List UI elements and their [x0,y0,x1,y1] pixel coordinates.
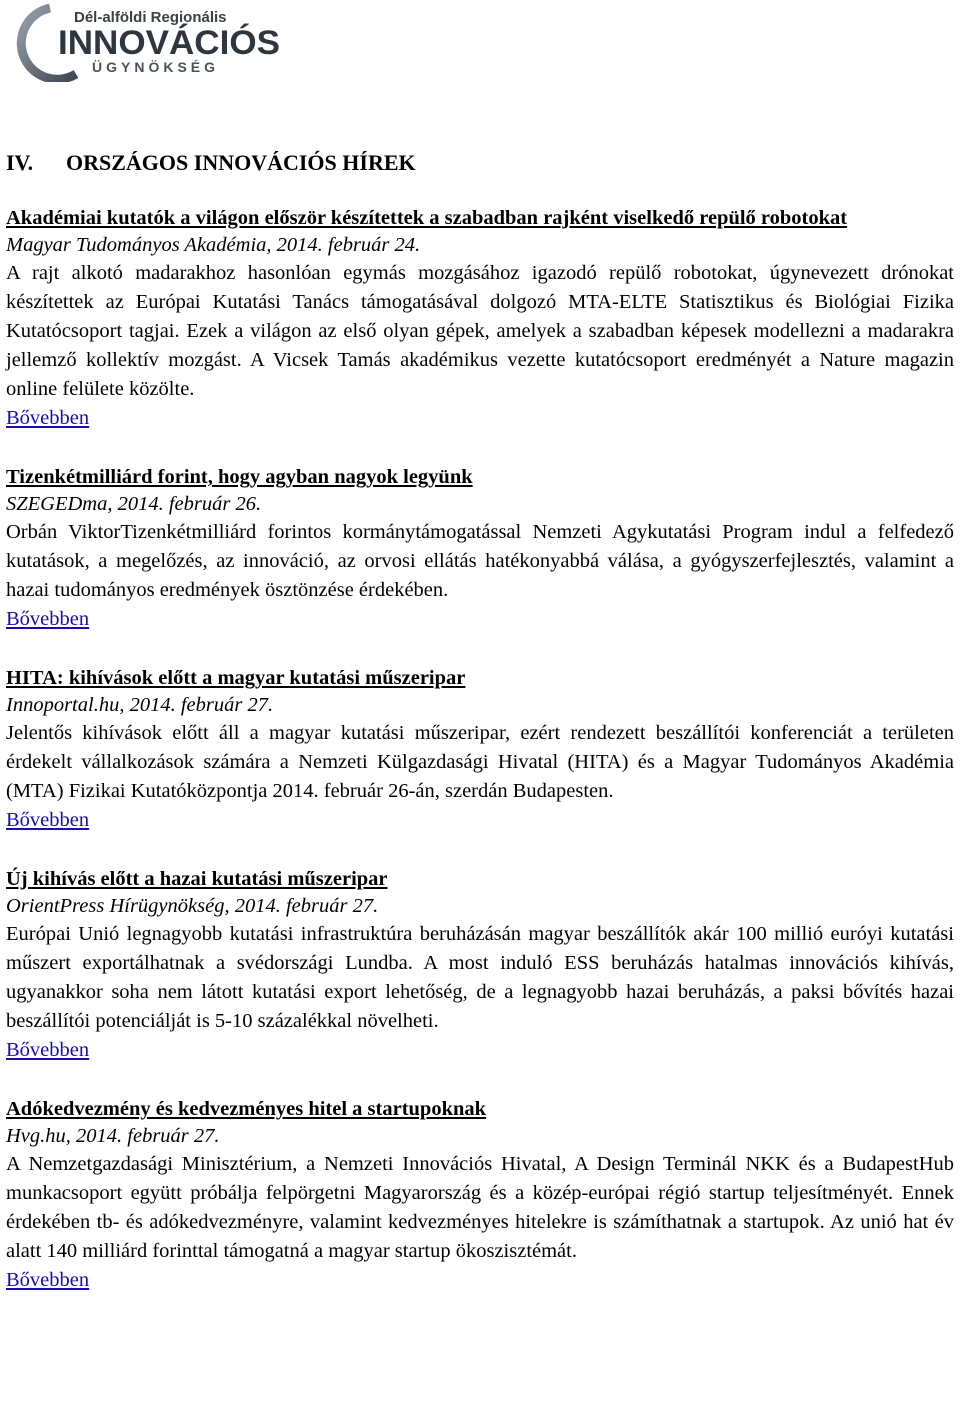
article-body: Jelentős kihívások előtt áll a magyar kutatási műszeripar, ezért rendezett beszállítói konferenciát a területen érdekelt vállalkozások számára a Nemzeti Külgazdasági Hivatal (HITA) és a Magyar Tudományos Akadémia (MTA) Fizikai Kutatóközpontja 2014. február 26-án, szerdán Budapesten. [6,722,954,802]
logo-line2: INNOVÁCIÓS [58,24,280,62]
logo-line1: Dél-alföldi Regionális [74,9,227,26]
article-source: Magyar Tudományos Akadémia, 2014. február 24. [6,234,421,256]
news-article [6,463,954,633]
article-body: Európai Unió legnagyobb kutatási infrastruktúra beruházásán magyar beszállítók akár 100 millió euróyi kutatási műszert exportálhatnak a svédországi Lundba. A most induló ESS beruházás hatalmas innovációs kihívás, ugyanakkor soha nem látott kutatási export lehetőség, de a legnagyobb hazai beruházás, a paksi bővítés hazai beszállítói potenciálját is 5-10 százalékkal növelheti. [6,923,954,1032]
section-number: IV. [6,150,34,175]
article-body: A Nemzetgazdasági Minisztérium, a Nemzeti Innovációs Hivatal, A Design Terminál NKK és a BudapestHub munkacsoport együtt próbálja felpörgetni Magyarország és a közép-európai régió startup teljesítményét. Ennek érdekében tb- és adókedvezményre, valamint kedvezményes hitelekre is számíthatnak a startupok. Az unió hat év alatt 140 milliárd forinttal támogatná a magyar startup ökoszisztémát. [6,1153,954,1262]
agency-logo [6,2,286,82]
news-article [6,664,954,834]
news-article [6,865,954,1064]
section-title: ORSZÁGOS INNOVÁCIÓS HÍREK [66,150,416,175]
article-headline: HITA: kihívások előtt a magyar kutatási műszeripar [6,667,466,689]
article-source: Innoportal.hu, 2014. február 27. [6,694,274,716]
article-headline: Tizenkétmilliárd forint, hogy agyban nagyok legyünk [6,466,473,488]
article-headline: Adókedvezmény és kedvezményes hitel a startupoknak [6,1098,487,1120]
article-headline: Új kihívás előtt a hazai kutatási műszeripar [6,868,388,890]
article-headline: Akadémiai kutatók a világon először készítettek a szabadban rajként viselkedő repülő robotokat [6,207,848,229]
article-source: OrientPress Hírügynökség, 2014. február 27. [6,895,379,917]
section-heading [6,148,954,178]
news-article [6,1095,954,1294]
logo-line3: ÜGYNÖKSÉG [92,59,220,75]
article-source: Hvg.hu, 2014. február 27. [6,1125,220,1147]
read-more-link[interactable]: Bővebben [6,407,90,429]
article-source: SZEGEDma, 2014. február 26. [6,493,262,515]
article-body: A rajt alkotó madarakhoz hasonlóan egymás mozgásához igazodó repülő robotokat, úgynevezett drónokat készítettek az Európai Kutatási Tanács támogatásával dolgozó MTA-ELTE Statisztikus és Biológiai Fizika Kutatócsoport tagjai. Ezek a világon az első olyan gépek, amelyek a szabadban képesek modellezni a madarakra jellemző kollektív mozgást. A Vicsek Tamás akadémikus vezette kutatócsoport eredményét a Nature magazin online felülete közölte. [6,262,954,400]
article-body: Orbán ViktorTizenkétmilliárd forintos kormánytámogatással Nemzeti Agykutatási Program indul a felfedező kutatások, a megelőzés, az innováció, az orvosi ellátás hatékonyabbá válása, a gyógyszerfejlesztés, valamint a hazai tudományos eredmények ösztönzése érdekében. [6,521,954,601]
news-article [6,204,954,432]
news-content [6,148,954,1325]
read-more-link[interactable]: Bővebben [6,1039,90,1061]
logo-graphic [6,2,286,82]
read-more-link[interactable]: Bővebben [6,809,90,831]
read-more-link[interactable]: Bővebben [6,1269,90,1291]
read-more-link[interactable]: Bővebben [6,608,90,630]
